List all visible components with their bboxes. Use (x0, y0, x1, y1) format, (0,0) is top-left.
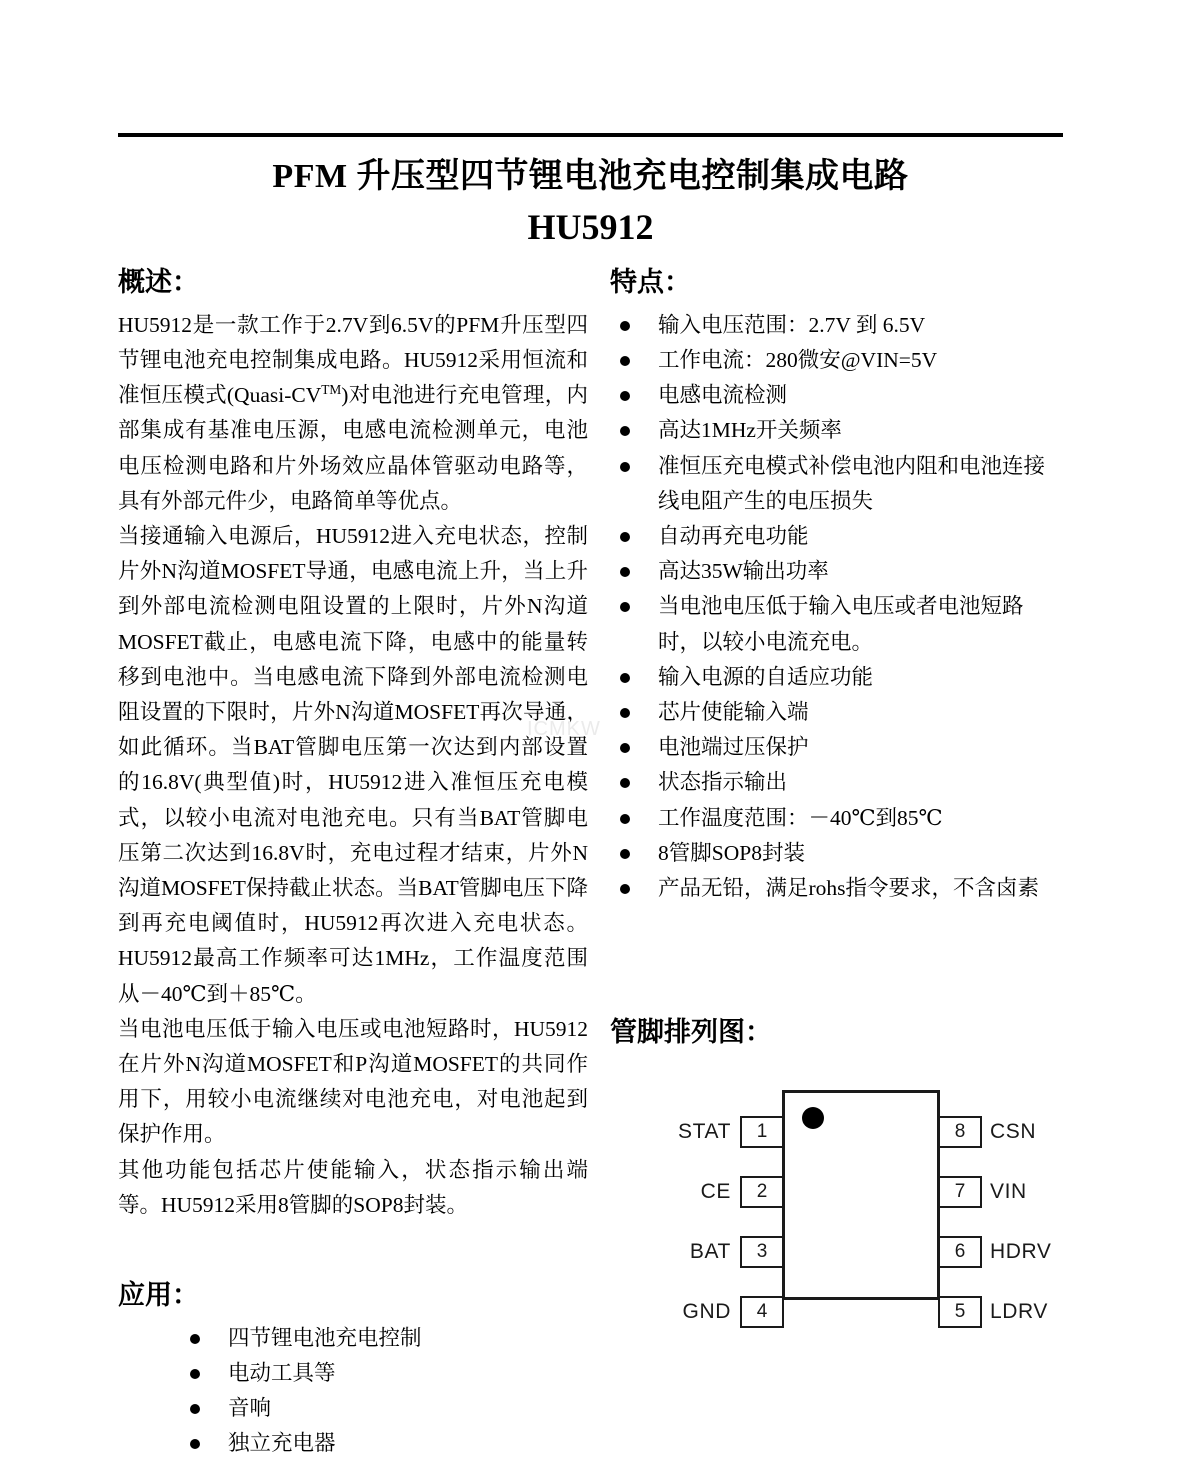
pin-number-box: 8 (938, 1116, 982, 1148)
pin-name-label: CE (700, 1179, 731, 1203)
list-item (610, 730, 1065, 765)
bullet-dot-icon (620, 814, 630, 824)
list-item (610, 519, 1065, 554)
list-item (610, 343, 1065, 378)
overview-paragraph: 其他功能包括芯片使能输入，状态指示输出端等。HU5912采用8管脚的SOP8封装。 (118, 1157, 588, 1217)
pin-name-label: LDRV (990, 1299, 1049, 1323)
bullet-dot-icon (620, 778, 630, 788)
bullet-dot-icon (190, 1439, 200, 1449)
bullet-dot-icon (620, 708, 630, 718)
list-item (610, 308, 1065, 343)
bullet-dot-icon (620, 391, 630, 401)
list-item (610, 449, 1065, 519)
list-item-label: 工作温度范围：－40℃到85℃ (658, 805, 943, 830)
trademark-superscript: TM (321, 382, 342, 397)
pin-name-label: GND (682, 1299, 731, 1323)
list-item-label: 状态指示输出 (658, 770, 788, 795)
right-column (610, 266, 1065, 1330)
list-item (118, 1391, 588, 1426)
bullet-dot-icon (620, 532, 630, 542)
list-item (118, 1321, 588, 1356)
pinout-heading: 管脚排列图： (610, 1017, 772, 1048)
header-rule (118, 133, 1063, 137)
pin-number-box: 4 (740, 1296, 784, 1328)
pin-number-box: 1 (740, 1116, 784, 1148)
bullet-dot-icon (190, 1369, 200, 1379)
list-item (610, 765, 1065, 800)
list-item (610, 413, 1065, 448)
list-item-label: 电动工具等 (228, 1360, 336, 1385)
list-item-label: 电池端过压保护 (658, 735, 809, 760)
pin-name-label: CSN (990, 1119, 1037, 1143)
list-item-label: 8管脚SOP8封装 (658, 840, 805, 865)
list-item (610, 801, 1065, 836)
list-item-label: 音响 (228, 1396, 272, 1421)
list-item (610, 554, 1065, 589)
applications-section (118, 1279, 588, 1462)
overview-paragraphs (118, 308, 588, 1223)
bullet-dot-icon (190, 1404, 200, 1414)
bullet-dot-icon (620, 567, 630, 577)
left-column (118, 266, 588, 1462)
bullet-dot-icon (620, 426, 630, 436)
list-item (610, 871, 1065, 906)
list-item (610, 660, 1065, 695)
list-item-label: 自动再充电功能 (658, 523, 809, 548)
list-item (118, 1426, 588, 1461)
overview-paragraph: 当电池电压低于输入电压或电池短路时，HU5912在片外N沟道MOSFET和P沟道MOSFET的共同作用下，用较小电流继续对电池充电，对电池起到保护作用。 (118, 1016, 588, 1147)
bullet-dot-icon (620, 673, 630, 683)
list-item-label: 产品无铅，满足rohs指令要求，不含卤素 (658, 876, 1040, 900)
overview-paragraph: 当接通输入电源后，HU5912进入充电状态，控制片外N沟道MOSFET导通，电感电流上升，当上升到外部电流检测电阻设置的上限时，片外N沟道MOSFET截止，电感电流下降，电感中的能量转移到电池中。当电感电流下降到外部电流检测电阻设置的下限时，片外N沟道MOSFET再次导通，如此循环。当BAT管脚电压第一次达到内部设置的16.8V(典型值)时，HU5912进入准恒压充电模式，以较小电流对电池充电。只有当BAT管脚电压第二次达到16.8V时，充电过程才结束，片外N沟道MOSFET保持截止状态。当BAT管脚电压下降到再充电阈值时，HU5912再次进入充电状态。HU5912最高工作频率可达1MHz，工作温度范围从－40℃到＋85℃。 (118, 523, 588, 1006)
bullet-dot-icon (620, 602, 630, 612)
pin-name-label: HDRV (990, 1239, 1052, 1263)
list-item-label: 四节锂电池充电控制 (228, 1325, 422, 1350)
applications-list (118, 1321, 588, 1462)
list-item-label: 工作电流：280微安@VIN=5V (658, 347, 938, 372)
features-heading: 特点： (610, 267, 691, 297)
applications-heading: 应用： (118, 1280, 199, 1311)
list-item-label: 高达35W输出功率 (658, 559, 829, 584)
list-item (610, 378, 1065, 413)
overview-paragraph: HU5912是一款工作于2.7V到6.5V的PFM升压型四节锂电池充电控制集成电路。HU5912采用恒流和准恒压模式(Quasi-CV™)对电池进行充电管理，内部集成有基准电压源，电感电流检测单元，电池电压检测电路和片外场效应晶体管驱动电路等，具有外部元件少，电路简单等优点。 (118, 312, 588, 513)
bullet-dot-icon (190, 1334, 200, 1344)
watermark: ICMKW (527, 718, 601, 740)
bullet-dot-icon (620, 743, 630, 753)
pin-number-box: 5 (938, 1296, 982, 1328)
overview-heading: 概述： (118, 267, 199, 297)
pin-number-box: 2 (740, 1176, 784, 1208)
list-item (610, 836, 1065, 871)
list-item-label: 输入电源的自适应功能 (658, 664, 874, 689)
pinout-section (610, 1016, 1065, 1330)
pin1-marker-dot-icon (802, 1107, 824, 1129)
list-item-label: 芯片使能输入端 (658, 699, 809, 724)
list-item-label: 准恒压充电模式补偿电池内阻和电池连接线电阻产生的电压损失 (658, 453, 1046, 513)
pin-name-label: STAT (678, 1119, 731, 1143)
pin-number-box: 7 (938, 1176, 982, 1208)
page-title: PFM 升压型四节锂电池充电控制集成电路 (272, 158, 909, 195)
bullet-dot-icon (620, 884, 630, 894)
pin-configuration-diagram (640, 1090, 1060, 1330)
pin-name-label: BAT (689, 1239, 731, 1263)
bullet-dot-icon (620, 849, 630, 859)
bullet-dot-icon (620, 321, 630, 331)
part-number-title: HU5912 (527, 207, 654, 247)
list-item (610, 695, 1065, 730)
list-item-label: 高达1MHz开关频率 (658, 418, 842, 443)
list-item-label: 输入电压范围：2.7V 到 6.5V (658, 312, 926, 337)
list-item-label: 独立充电器 (228, 1431, 336, 1456)
list-item (610, 589, 1065, 659)
features-list (610, 308, 1065, 906)
bullet-dot-icon (620, 462, 630, 472)
bullet-dot-icon (620, 356, 630, 366)
list-item (118, 1356, 588, 1391)
pin-name-label: VIN (990, 1179, 1027, 1203)
list-item-label: 当电池电压低于输入电压或者电池短路时，以较小电流充电。 (658, 594, 1024, 654)
pin-number-box: 3 (740, 1236, 784, 1268)
list-item-label: 电感电流检测 (658, 383, 788, 408)
pin-number-box: 6 (938, 1236, 982, 1268)
